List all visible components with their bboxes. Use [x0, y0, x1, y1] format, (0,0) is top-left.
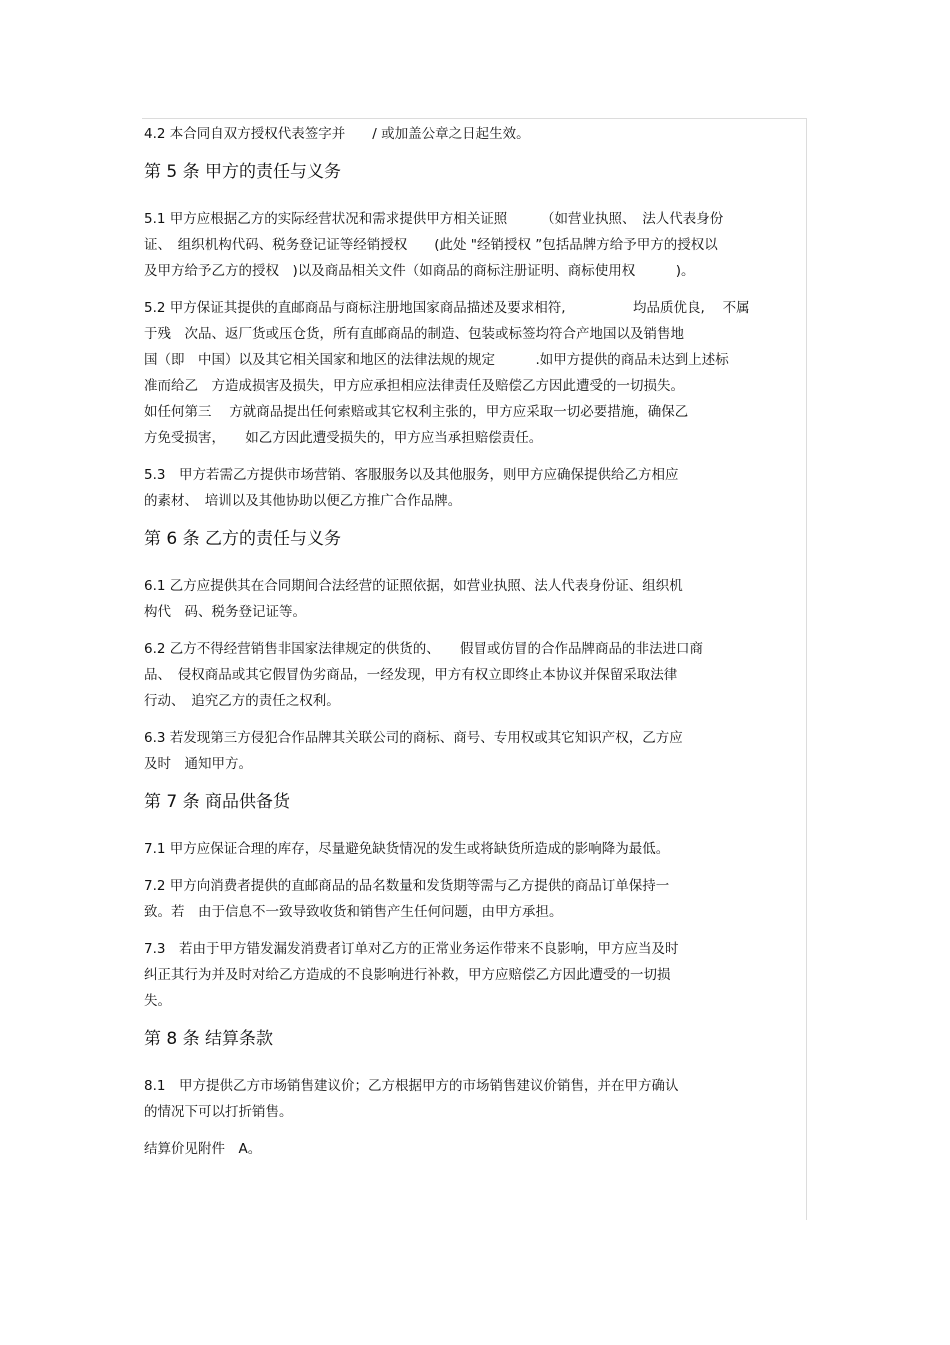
- clause-paragraph: [144, 636, 804, 714]
- clause-paragraph: [144, 121, 804, 147]
- clause-paragraph: [144, 1136, 804, 1162]
- text-line: 7.1 甲方应保证合理的库存，尽量避免缺货情况的发生或将缺货所造成的影响降为最低。: [144, 841, 670, 857]
- text-line: 如任何第三 方就商品提出任何索赔或其它权利主张的，甲方应采取一切必要措施，确保乙: [144, 404, 689, 420]
- text-line: 的素材、 培训以及其他协助以便乙方推广合作品牌。: [144, 493, 462, 509]
- page-border-right: [806, 118, 807, 1220]
- section-heading: 第 7 条 商品供备货: [144, 792, 291, 812]
- text-line: 5.1 甲方应根据乙方的实际经营状况和需求提供甲方相关证照 （如营业执照、 法人代表身份: [144, 211, 724, 227]
- text-line: 构代 码、税务登记证等。: [144, 604, 306, 620]
- text-line: 准而给乙 方造成损害及损失，甲方应承担相应法律责任及赔偿乙方因此遭受的一切损失。: [144, 378, 684, 394]
- text-line: 结算价见附件 A。: [144, 1141, 262, 1157]
- section-heading: 第 6 条 乙方的责任与义务: [144, 529, 342, 549]
- text-line: 7.3 若由于甲方错发漏发消费者订单对乙方的正常业务运作带来不良影响，甲方应当及时: [144, 941, 679, 957]
- text-line: 方免受损害， 如乙方因此遭受损失的，甲方应当承担赔偿责任。: [144, 430, 543, 446]
- text-line: 6.1 乙方应提供其在合同期间合法经营的证照依据，如营业执照、法人代表身份证、组织机: [144, 578, 683, 594]
- text-line: 5.3 甲方若需乙方提供市场营销、客服服务以及其他服务，则甲方应确保提供给乙方相应: [144, 467, 679, 483]
- clause-paragraph: [144, 1073, 804, 1125]
- document-body: [144, 121, 804, 1173]
- section-heading: 第 5 条 甲方的责任与义务: [144, 162, 342, 182]
- clause-paragraph: [144, 462, 804, 514]
- text-line: 于残 次品、返厂货或压仓货，所有直邮商品的制造、包装或标签均符合产地国以及销售地: [144, 326, 684, 342]
- clause-paragraph: [144, 295, 804, 451]
- text-line: 品、 侵权商品或其它假冒伪劣商品，一经发现，甲方有权立即终止本协议并保留采取法律: [144, 667, 678, 683]
- clause-paragraph: [144, 725, 804, 777]
- text-line: 证、 组织机构代码、税务登记证等经销授权 (此处 "经销授权 ”包括品牌方给予甲方的授权以: [144, 237, 718, 253]
- section-heading: 第 8 条 结算条款: [144, 1029, 274, 1049]
- text-line: 失。: [144, 993, 171, 1009]
- text-line: 5.2 甲方保证其提供的直邮商品与商标注册地国家商品描述及要求相符, 均品质优良, 不属: [144, 300, 750, 316]
- clause-paragraph: [144, 936, 804, 1014]
- clause-paragraph: [144, 836, 804, 862]
- text-line: 的情况下可以打折销售。: [144, 1104, 293, 1120]
- text-line: 致。若 由于信息不一致导致收货和销售产生任何问题，由甲方承担。: [144, 904, 563, 920]
- clause-paragraph: [144, 573, 804, 625]
- text-line: 8.1 甲方提供乙方市场销售建议价；乙方根据甲方的市场销售建议价销售，并在甲方确认: [144, 1078, 679, 1094]
- text-line: 及时 通知甲方。: [144, 756, 252, 772]
- text-line: 6.2 乙方不得经营销售非国家法律规定的供货的、 假冒或仿冒的合作品牌商品的非法进口商: [144, 641, 704, 657]
- clause-paragraph: [144, 873, 804, 925]
- text-line: 及甲方给予乙方的授权 )以及商品相关文件（如商品的商标注册证明、商标使用权 )。: [144, 263, 695, 279]
- text-line: 7.2 甲方向消费者提供的直邮商品的品名数量和发货期等需与乙方提供的商品订单保持一: [144, 878, 670, 894]
- clause-paragraph: [144, 206, 804, 284]
- text-line: 4.2 本合同自双方授权代表签字并 / 或加盖公章之日起生效。: [144, 126, 530, 142]
- text-line: 国（即 中国）以及其它相关国家和地区的法律法规的规定 .如甲方提供的商品未达到上述标: [144, 352, 729, 368]
- page-border-top: [142, 118, 807, 119]
- text-line: 行动、 追究乙方的责任之权利。: [144, 693, 340, 709]
- text-line: 6.3 若发现第三方侵犯合作品牌其关联公司的商标、商号、专用权或其它知识产权，乙方应: [144, 730, 683, 746]
- text-line: 纠正其行为并及时对给乙方造成的不良影响进行补救，甲方应赔偿乙方因此遭受的一切损: [144, 967, 671, 983]
